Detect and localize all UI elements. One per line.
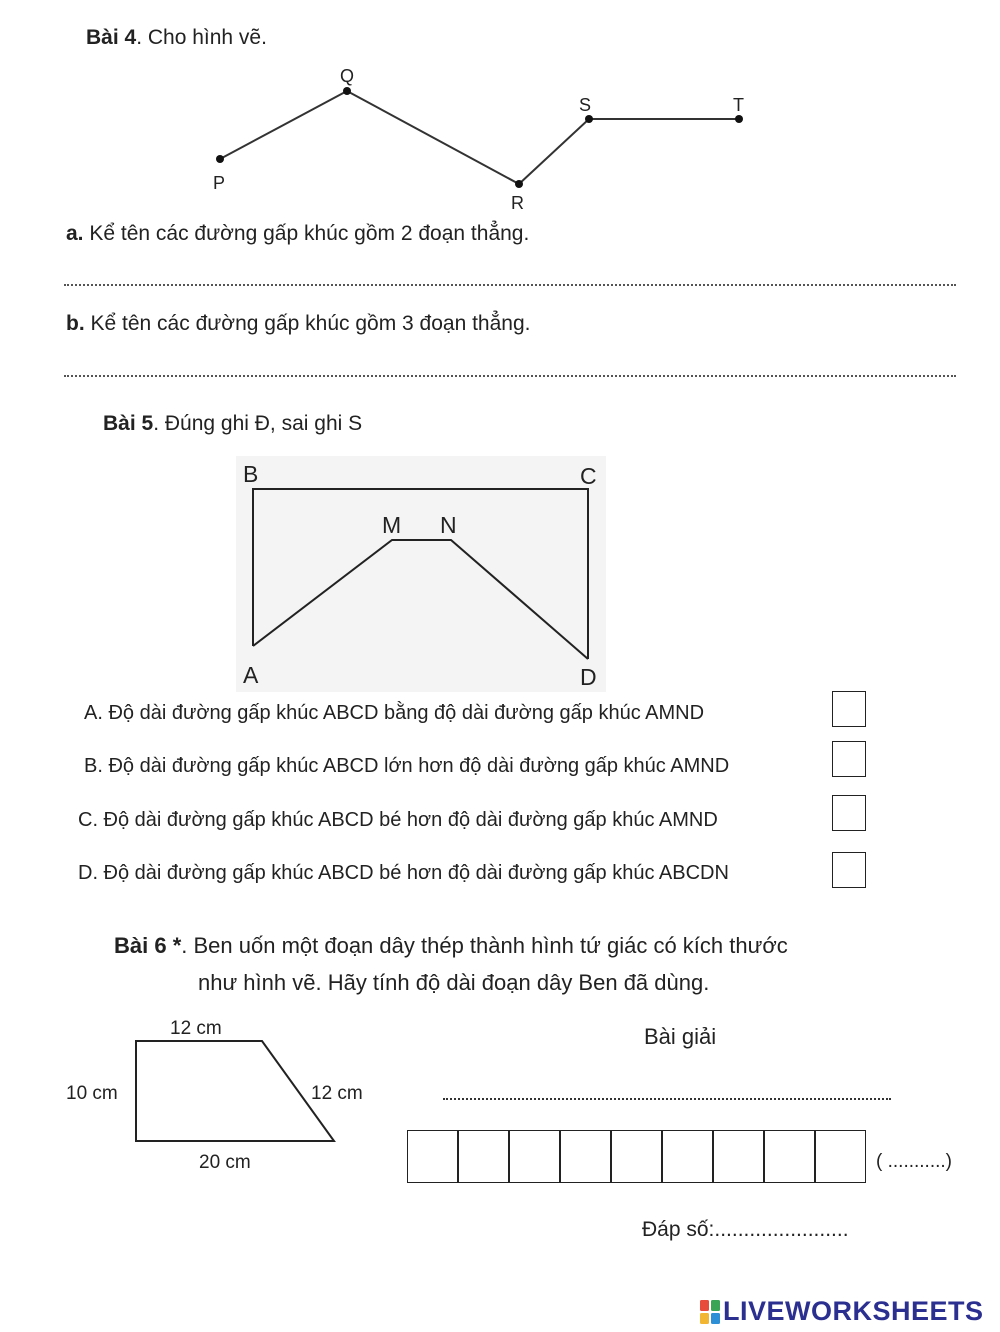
question-b-marker: b. [66,312,85,335]
solution-line[interactable] [443,1098,891,1100]
bai6-title-line2: như hình vẽ. Hãy tính độ dài đoạn dây Ben đã dùng. [198,970,710,995]
bai6-quadrilateral [60,1010,390,1180]
label-c: C [580,463,597,489]
bai6-title-bold: Bài 6 * [114,933,182,958]
option-c-text: C. Độ dài đường gấp khúc ABCD bé hơn độ dài đường gấp khúc AMND [78,809,718,831]
question-a-marker: a. [66,222,84,245]
answer-line-b[interactable] [64,375,956,377]
calc-cell-3[interactable] [509,1130,560,1183]
point-s [585,115,593,123]
label-t: T [733,95,744,115]
label-m: M [382,512,402,538]
label-d: D [580,664,597,690]
option-a-text: A. Độ dài đường gấp khúc ABCD bằng độ dài đường gấp khúc AMND [84,702,705,724]
bai5-title-rest: . Đúng ghi Đ, sai ghi S [153,412,363,435]
question-a-text: Kể tên các đường gấp khúc gồm 2 đoạn thẳng. [83,222,530,245]
liveworksheets-logo: LIVEWORKSHEETS [723,1296,984,1326]
bai4-title-bold: Bài 4 [86,26,137,49]
label-bottom: 20 cm [199,1152,251,1173]
bai5-title-bold: Bài 5 [103,412,154,435]
liveworksheets-badge-icon [700,1300,720,1324]
label-a: A [243,662,259,688]
bai5-title [103,412,362,436]
point-r [515,180,523,188]
solution-title: Bài giải [644,1024,717,1049]
calc-cell-4[interactable] [560,1130,611,1183]
label-n: N [440,512,457,538]
point-p [216,155,224,163]
bai6-title-line1 [114,933,788,959]
calc-cell-9[interactable] [815,1130,866,1183]
option-b-text: B. Độ dài đường gấp khúc ABCD lớn hơn độ dài đường gấp khúc AMND [84,755,730,777]
label-left: 10 cm [66,1083,118,1104]
calc-cell-6[interactable] [662,1130,713,1183]
calc-cell-8[interactable] [764,1130,815,1183]
option-d-text: D. Độ dài đường gấp khúc ABCD bé hơn độ dài đường gấp khúc ABCDN [78,862,729,884]
option-d-answer-box[interactable] [832,852,866,888]
bai4-polyline-figure [0,60,800,220]
question-b-text: Kể tên các đường gấp khúc gồm 3 đoạn thẳng. [84,312,531,335]
bai4-title-rest: . Cho hình vẽ. [136,26,267,49]
label-p: P [213,173,226,193]
label-s: S [579,95,592,115]
label-b: B [243,461,259,487]
calc-cell-7[interactable] [713,1130,764,1183]
bai6-line1-text: . Ben uốn một đoạn dây thép thành hình tứ giác có kích thước [181,933,788,958]
option-b-answer-box[interactable] [832,741,866,777]
final-answer[interactable]: Đáp số:....................... [642,1218,849,1241]
point-q [343,87,351,95]
calc-cell-1[interactable] [407,1130,458,1183]
bai5-figure [236,456,606,692]
bai4-question-b [66,312,530,336]
option-c-answer-box[interactable] [832,795,866,831]
bai4-title [86,26,267,50]
option-a-answer-box[interactable] [832,691,866,727]
label-q: Q [340,66,355,86]
calc-cell-5[interactable] [611,1130,662,1183]
unit-placeholder[interactable]: ( ...........) [876,1151,952,1172]
calc-cell-2[interactable] [458,1130,509,1183]
answer-line-a[interactable] [64,284,956,286]
label-r: R [511,193,524,213]
point-t [735,115,743,123]
bai4-question-a [66,222,529,246]
label-right: 12 cm [311,1083,363,1104]
label-top: 12 cm [170,1018,222,1039]
